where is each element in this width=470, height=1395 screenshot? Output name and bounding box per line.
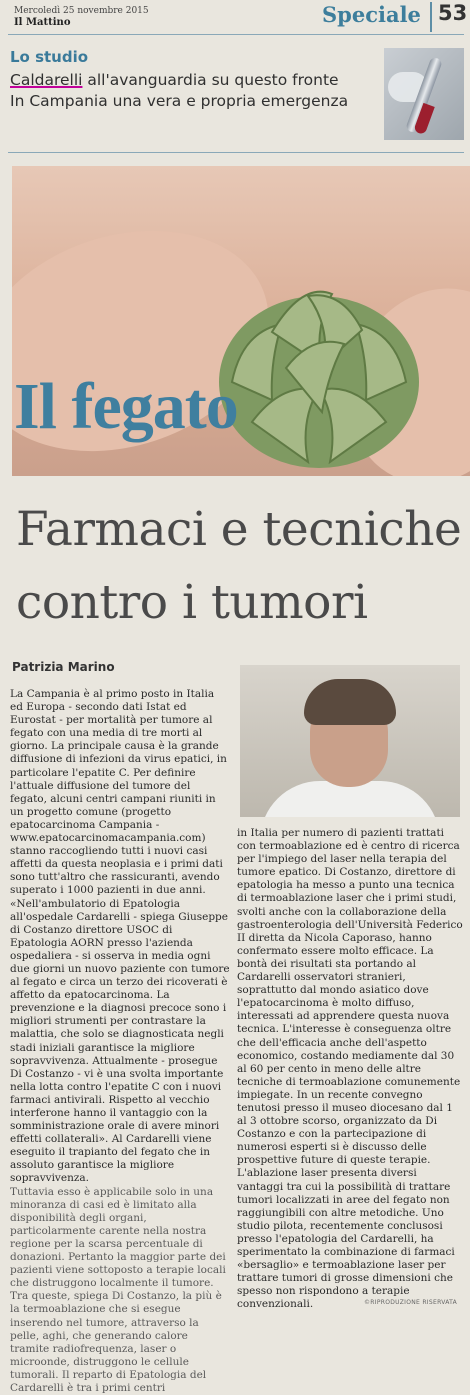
headline-line-1: Farmaci e tecniche xyxy=(16,502,462,557)
newspaper-name: Il Mattino xyxy=(14,17,71,28)
body-column-left xyxy=(10,688,230,1395)
hero-title: Il fegato xyxy=(14,370,238,443)
teaser-photo xyxy=(384,48,464,140)
portrait-photo xyxy=(240,665,460,817)
masthead-rule xyxy=(8,34,464,35)
copyright-notice: ©RIPRODUZIONE RISERVATA xyxy=(364,1299,458,1306)
teaser-line-1 xyxy=(10,71,380,89)
section-title: Speciale xyxy=(322,2,421,27)
body-paragraph-2: Tuttavia esso è applicabile solo in una minoranza di casi ed è limitato alla disponibilità degli organi, particolarmente carente nella nostra regione per la scarsa percentuale di donazioni. Pertanto la maggior parte dei pazienti viene sottoposto a terapie locali che distruggono localmente il tumore. Tra queste, spiega Di Costanzo, la più è la termoablazione che si esegue inserendo nel tumore, attraverso la pelle, aghi, che generando calore tramite radiofrequenza, laser o microonde, distruggono le cellule tumorali. Il reparto di Epatologia del Cardarelli è tra i primi centri xyxy=(10,1185,226,1394)
hair-shape xyxy=(304,679,396,725)
body-column-right xyxy=(237,827,465,1311)
page-number: 53 xyxy=(438,1,468,25)
masthead-divider xyxy=(430,2,432,32)
teaser-kicker: Lo studio xyxy=(10,48,89,66)
byline: Patrizia Marino xyxy=(12,660,115,674)
issue-date: Mercoledì 25 novembre 2015 xyxy=(14,6,149,16)
artichoke-illustration xyxy=(212,272,426,472)
teaser-rule xyxy=(8,152,464,153)
headline-line-2: contro i tumori xyxy=(16,575,368,630)
body-paragraph-1: La Campania è al primo posto in Italia ed Europa - secondo dati Istat ed Eurostat - per mortalità per tumore al fegato con una media di tre morti al giorno. La principale causa è la grande diffusione di infezioni da virus epatici, in particolare l'epatite C. Per definire l'attuale diffusione del tumore del fegato, alcuni centri campani riuniti in un progetto comune (progetto epatocarcinoma Campania - www.epatocarcinomacampania.com) stanno raccogliendo tutti i nuovi casi affetti da questa neoplasia e i primi dati sono tutt'altro che rassicuranti, avendo superato i 1000 pazienti in due anni. «Nell'ambulatorio di Epatologia all'ospedale Cardarelli - spiega Giuseppe di Costanzo direttore USOC di Epatologia AORN presso l'azienda ospedaliera - si osserva in media ogni due giorni un nuovo paziente con tumore al fegato e circa un terzo dei ricoverati è affetto da epatocarcinoma. La prevenzione e la diagnosi precoce sono i migliori strumenti per contrastare la malattia, che solo se diagnosticata negli stadi iniziali garantisce la migliore sopravvivenza. Attualmente - prosegue Di Costanzo - vi è una svolta importante nella lotta contro l'epatite C con i nuovi farmaci antivirali. Rispetto al vecchio interferone hanno il vantaggio con la somministrazione orale di avere minori effetti collaterali». Al Cardarelli viene eseguito il trapianto del fegato che in assoluto garantisce la migliore sopravvivenza. xyxy=(10,688,230,1185)
teaser-highlight: Caldarelli xyxy=(10,71,83,89)
teaser-line-1-rest: all'avanguardia su questo fronte xyxy=(82,71,339,89)
masthead-info xyxy=(14,5,149,29)
body-paragraph-3: in Italia per numero di pazienti trattati con termoablazione ed è centro di ricerca per l'impiego del laser nella terapia del tumore epatico. Di Costanzo, direttore di epatologia ha messo a punto una tecnica di termoablazione laser che i primi studi, svolti anche con la collaborazione della gastroenterologia dell'Università Federico II diretta da Nicola Caporaso, hanno confermato essere molto efficace. La bontà dei risultati sta portando al Cardarelli osservatori stranieri, soprattutto dal mondo asiatico dove l'epatocarcinoma è molto diffuso, interessati ad apprendere questa nuova tecnica. L'interesse è conseguenza oltre che dell'efficacia anche dell'aspetto economico, costando mediamente dal 30 al 60 per cento in meno delle altre tecniche di termoablazione comunemente impiegate. In un recente convegno tenutosi presso il museo diocesano dal 1 al 3 ottobre scorso, organizzato da Di Costanzo e con la partecipazione di numerosi esperti si è discusso delle prospettive future di queste terapie. L'ablazione laser presenta diversi vantaggi tra cui la possibilità di trattare tumori localizzati in aree del fegato non raggiungibili con altre metodiche. Uno studio pilota, recentemente conclusosi presso l'epatologia del Cardarelli, ha sperimentato la combinazione di farmaci «bersaglio» e termoablazione laser per trattare tumori di grosse dimensioni che spesso non rispondono a terapie convenzionali. xyxy=(237,827,463,1311)
teaser-line-2: In Campania una vera e propria emergenza xyxy=(10,92,349,110)
